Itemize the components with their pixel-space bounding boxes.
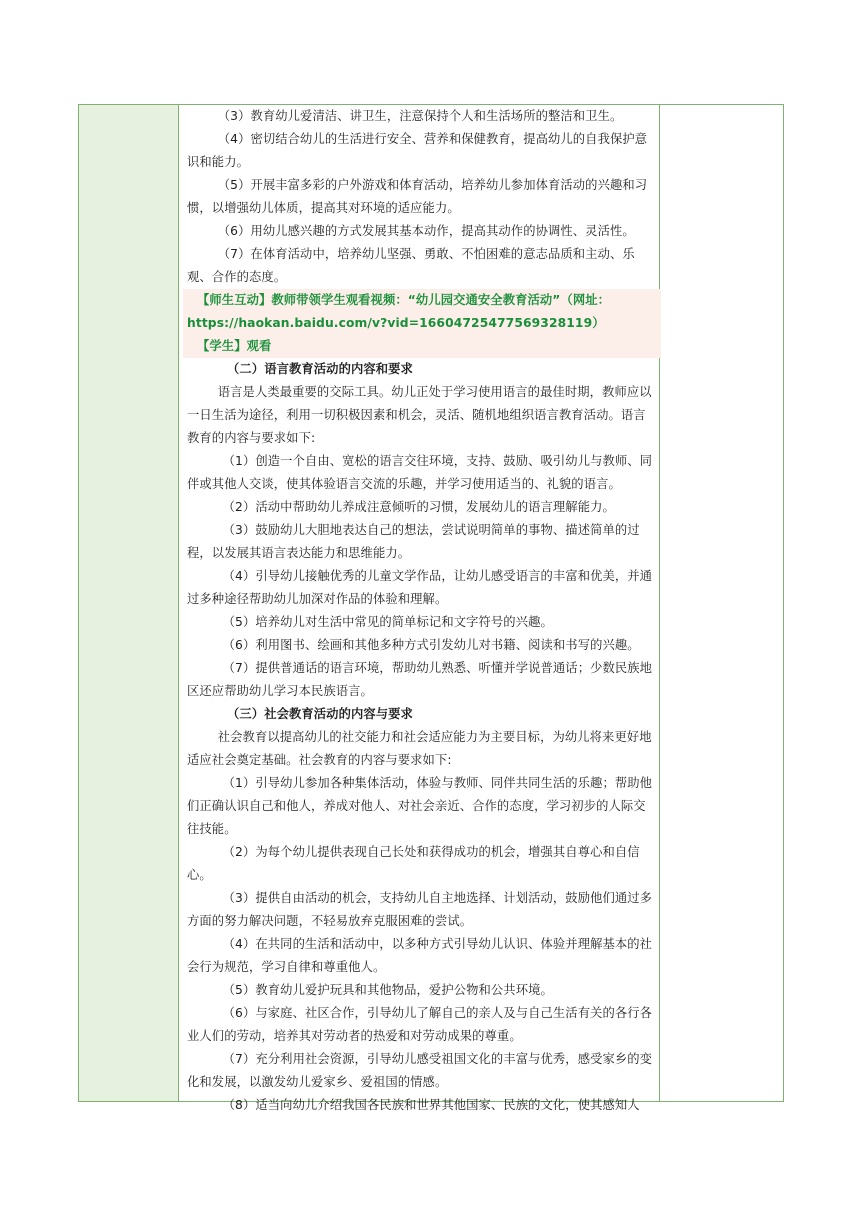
interaction-highlight-box: [183, 289, 661, 358]
language-intro: 语言是人类最重要的交际工具。幼儿正处于学习使用语言的最佳时期，教师应以一日生活为途径，利用一切积极因素和机会，灵活、随机地组织语言教育活动。语言教育的内容与要求如下:: [187, 385, 652, 445]
student-response: 【学生】观看: [197, 339, 272, 353]
language-item-2: （2）活动中帮助幼儿养成注意倾听的习惯，发展幼儿的语言理解能力。: [222, 500, 615, 514]
language-item-4: （4）引导幼儿接触优秀的儿童文学作品，让幼儿感受语言的丰富和优美，并通过多种途径帮助幼儿加深对作品的体验和理解。: [187, 569, 653, 606]
hygiene-item-3: （3）教育幼儿爱清洁、讲卫生，注意保持个人和生活场所的整洁和卫生。: [217, 109, 623, 123]
section-heading-language: （二）语言教育活动的内容和要求: [227, 362, 413, 376]
language-item-7: （7）提供普通话的语言环境，帮助幼儿熟悉、听懂并学说普通话；少数民族地区还应帮助幼儿学习本民族语言。: [187, 661, 653, 698]
social-item-4: （4）在共同的生活和活动中，以多种方式引导幼儿认识、体验并理解基本的社会行为规范，学习自律和尊重他人。: [187, 937, 653, 974]
social-item-8: （8）适当向幼儿介绍我国各民族和世界其他国家、民族的文化，使其感知人: [222, 1098, 640, 1112]
hygiene-item-4: （4）密切结合幼儿的生活进行安全、营养和保健教育，提高幼儿的自我保护意识和能力。: [187, 132, 648, 169]
social-item-7: （7）充分利用社会资源，引导幼儿感受祖国文化的丰富与优秀，感受家乡的变化和发展，以激发幼儿爱家乡、爱祖国的情感。: [187, 1052, 653, 1089]
hygiene-item-5: （5）开展丰富多彩的户外游戏和体育活动，培养幼儿参加体育活动的兴趣和习惯，以增强幼儿体质，提高其对环境的适应能力。: [187, 178, 648, 215]
social-intro: 社会教育以提高幼儿的社交能力和社会适应能力为主要目标，为幼儿将来更好地适应社会奠定基础。社会教育的内容与要求如下:: [187, 730, 652, 767]
language-item-1: （1）创造一个自由、宽松的语言交往环境，支持、鼓励、吸引幼儿与教师、同伴或其他人交谈，使其体验语言交流的乐趣，并学习使用适当的、礼貌的语言。: [187, 454, 653, 491]
social-item-2: （2）为每个幼儿提供表现自己长处和获得成功的机会，增强其自尊心和自信心。: [187, 845, 640, 882]
table-content-cell: [187, 105, 653, 1112]
table-left-column: [79, 105, 179, 1101]
hygiene-item-6: （6）用幼儿感兴趣的方式发展其基本动作，提高其动作的协调性、灵活性。: [217, 224, 635, 238]
social-item-1: （1）引导幼儿参加各种集体活动，体验与教师、同伴共同生活的乐趣；帮助他们正确认识自己和他人，养成对他人、对社会亲近、合作的态度，学习初步的人际交往技能。: [187, 776, 653, 836]
table-right-column: [659, 105, 783, 1101]
video-link[interactable]: https://haokan.baidu.com/v?vid=16604725477569328119）: [187, 316, 605, 330]
language-item-5: （5）培养幼儿对生活中常见的简单标记和文字符号的兴趣。: [222, 615, 553, 629]
section-heading-social: （三）社会教育活动的内容与要求: [227, 707, 413, 721]
social-item-3: （3）提供自由活动的机会，支持幼儿自主地选择、计划活动，鼓励他们通过多方面的努力解决问题，不轻易放弃克服困难的尝试。: [187, 891, 653, 928]
social-item-5: （5）教育幼儿爱护玩具和其他物品，爱护公物和公共环境。: [222, 983, 553, 997]
language-item-6: （6）利用图书、绘画和其他多种方式引发幼儿对书籍、阅读和书写的兴趣。: [222, 638, 640, 652]
language-item-3: （3）鼓励幼儿大胆地表达自己的想法，尝试说明简单的事物、描述简单的过程，以发展其语言表达能力和思维能力。: [187, 523, 640, 560]
interaction-prompt: 【师生互动】教师带领学生观看视频：“幼儿园交通安全教育活动”（网址：: [197, 293, 611, 307]
social-item-6: （6）与家庭、社区合作，引导幼儿了解自己的亲人及与自己生活有关的各行各业人们的劳动，培养其对劳动者的热爱和对劳动成果的尊重。: [187, 1006, 653, 1043]
lesson-table: [78, 104, 784, 1112]
hygiene-item-7: （7）在体育活动中，培养幼儿坚强、勇敢、不怕困难的意志品质和主动、乐观、合作的态度。: [187, 247, 635, 284]
